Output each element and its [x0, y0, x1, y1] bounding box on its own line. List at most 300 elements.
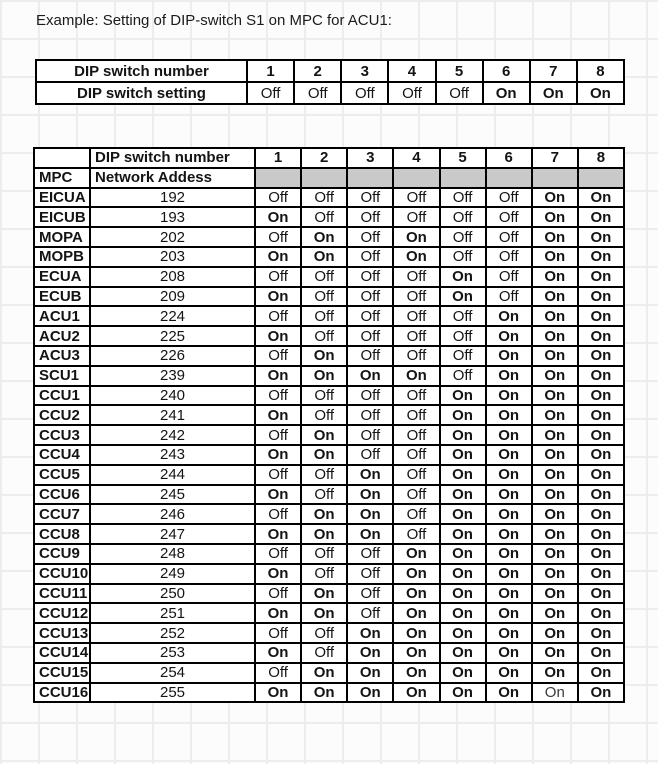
- switch-setting-cell: On: [486, 683, 532, 703]
- switch-setting-cell: On: [255, 366, 301, 386]
- address-cell: 243: [90, 445, 255, 465]
- switch-setting-cell: Off: [393, 346, 439, 366]
- switch-setting-cell: Off: [347, 405, 393, 425]
- switch-setting-cell: On: [532, 267, 578, 287]
- dip-setting-cell: Off: [436, 82, 483, 104]
- switch-setting-cell: Off: [440, 306, 486, 326]
- switch-setting-cell: Off: [393, 326, 439, 346]
- switch-setting-cell: On: [301, 504, 347, 524]
- switch-setting-cell: On: [486, 504, 532, 524]
- switch-setting-cell: Off: [301, 386, 347, 406]
- switch-setting-cell: On: [578, 584, 624, 604]
- switch-setting-cell: On: [532, 207, 578, 227]
- subheader-shaded-cell: [440, 168, 486, 188]
- table-row: [34, 425, 624, 445]
- switch-setting-cell: Off: [255, 504, 301, 524]
- switch-setting-cell: Off: [393, 287, 439, 307]
- mpc-name-cell: CCU7: [34, 504, 90, 524]
- subheader-shaded-cell: [393, 168, 439, 188]
- page-title: Example: Setting of DIP-switch S1 on MPC for ACU1:: [36, 12, 392, 29]
- switch-setting-cell: On: [440, 564, 486, 584]
- switch-setting-cell: On: [486, 386, 532, 406]
- table-row: [34, 287, 624, 307]
- dip-setting-cell: Off: [388, 82, 435, 104]
- subheader-shaded-cell: [532, 168, 578, 188]
- switch-setting-cell: Off: [440, 188, 486, 208]
- mpc-name-cell: ECUB: [34, 287, 90, 307]
- mpc-name-cell: ACU3: [34, 346, 90, 366]
- switch-setting-cell: On: [532, 306, 578, 326]
- switch-setting-cell: On: [393, 603, 439, 623]
- dip-setting-cell: Off: [247, 82, 294, 104]
- example-table-row: [36, 60, 624, 82]
- switch-setting-cell: Off: [347, 188, 393, 208]
- example-table-row: [36, 82, 624, 104]
- switch-setting-cell: On: [440, 405, 486, 425]
- switch-setting-cell: On: [440, 544, 486, 564]
- mpc-name-cell: CCU14: [34, 643, 90, 663]
- switch-setting-cell: On: [393, 366, 439, 386]
- switch-setting-cell: On: [532, 346, 578, 366]
- subheader-shaded-cell: [486, 168, 532, 188]
- table-row: [34, 603, 624, 623]
- table-row: [34, 188, 624, 208]
- mpc-name-cell: CCU1: [34, 386, 90, 406]
- switch-setting-cell: Off: [255, 584, 301, 604]
- table-row: [34, 346, 624, 366]
- dip-number-cell: 3: [341, 60, 388, 82]
- switch-setting-cell: Off: [301, 623, 347, 643]
- table-row: [34, 623, 624, 643]
- switch-setting-cell: Off: [486, 287, 532, 307]
- switch-setting-cell: On: [532, 524, 578, 544]
- switch-setting-cell: Off: [393, 405, 439, 425]
- subheader-shaded-cell: [255, 168, 301, 188]
- table-row: [34, 663, 624, 683]
- address-cell: 246: [90, 504, 255, 524]
- switch-setting-cell: On: [347, 366, 393, 386]
- switch-setting-cell: On: [301, 663, 347, 683]
- address-cell: 250: [90, 584, 255, 604]
- switch-setting-cell: On: [255, 485, 301, 505]
- switch-setting-cell: On: [255, 683, 301, 703]
- switch-setting-cell: Off: [393, 207, 439, 227]
- switch-setting-cell: On: [578, 643, 624, 663]
- switch-setting-cell: On: [532, 227, 578, 247]
- switch-setting-cell: Off: [347, 247, 393, 267]
- switch-setting-cell: On: [440, 287, 486, 307]
- switch-setting-cell: On: [578, 366, 624, 386]
- table-row: [34, 465, 624, 485]
- switch-setting-cell: On: [578, 326, 624, 346]
- mpc-name-cell: CCU8: [34, 524, 90, 544]
- switch-setting-cell: Off: [301, 267, 347, 287]
- address-cell: 202: [90, 227, 255, 247]
- switch-setting-cell: On: [440, 465, 486, 485]
- switch-setting-cell: On: [532, 425, 578, 445]
- dip-number-cell: 7: [530, 60, 577, 82]
- switch-setting-cell: Off: [440, 247, 486, 267]
- switch-setting-cell: On: [578, 405, 624, 425]
- dip-setting-cell: On: [577, 82, 624, 104]
- switch-setting-cell: On: [578, 346, 624, 366]
- address-cell: 252: [90, 623, 255, 643]
- switch-setting-cell: On: [486, 524, 532, 544]
- switch-setting-cell: Off: [486, 267, 532, 287]
- switch-setting-cell: Off: [440, 366, 486, 386]
- switch-setting-cell: On: [532, 663, 578, 683]
- dip-number-cell: 1: [247, 60, 294, 82]
- switch-setting-cell: On: [578, 623, 624, 643]
- switch-setting-cell: Off: [347, 227, 393, 247]
- table-row: [34, 584, 624, 604]
- switch-setting-cell: On: [532, 465, 578, 485]
- switch-setting-cell: On: [440, 445, 486, 465]
- switch-setting-cell: Off: [347, 386, 393, 406]
- switch-setting-cell: Off: [393, 386, 439, 406]
- address-cell: 241: [90, 405, 255, 425]
- switch-setting-cell: On: [578, 504, 624, 524]
- dip-number-cell: 4: [388, 60, 435, 82]
- switch-setting-cell: Off: [347, 306, 393, 326]
- mpc-name-cell: CCU5: [34, 465, 90, 485]
- switch-setting-cell: On: [440, 584, 486, 604]
- switch-setting-cell: Off: [347, 544, 393, 564]
- switch-setting-cell: On: [440, 386, 486, 406]
- switch-setting-cell: On: [486, 425, 532, 445]
- switch-setting-cell: Off: [301, 207, 347, 227]
- address-cell: 226: [90, 346, 255, 366]
- switch-setting-cell: Off: [393, 465, 439, 485]
- switch-setting-cell: Off: [486, 247, 532, 267]
- table-row: [34, 485, 624, 505]
- switch-setting-cell: On: [347, 623, 393, 643]
- switch-setting-cell: On: [255, 247, 301, 267]
- switch-setting-cell: On: [440, 623, 486, 643]
- mpc-name-cell: CCU3: [34, 425, 90, 445]
- dip-example-table: [35, 59, 625, 105]
- switch-setting-cell: Off: [301, 544, 347, 564]
- table-row: [34, 544, 624, 564]
- address-cell: 254: [90, 663, 255, 683]
- switch-setting-cell: On: [255, 603, 301, 623]
- subheader-shaded-cell: [347, 168, 393, 188]
- switch-setting-cell: On: [255, 326, 301, 346]
- switch-setting-cell: On: [532, 247, 578, 267]
- switch-setting-cell: On: [532, 405, 578, 425]
- switch-setting-cell: On: [347, 465, 393, 485]
- switch-setting-cell: On: [486, 405, 532, 425]
- switch-setting-cell: On: [578, 386, 624, 406]
- mpc-name-cell: CCU9: [34, 544, 90, 564]
- switch-setting-cell: On: [532, 366, 578, 386]
- switch-setting-cell: Off: [347, 584, 393, 604]
- switch-setting-cell: On: [393, 584, 439, 604]
- header-dip-switch-number: DIP switch number: [90, 148, 255, 168]
- switch-setting-cell: On: [532, 544, 578, 564]
- address-cell: 253: [90, 643, 255, 663]
- switch-setting-cell: On: [255, 287, 301, 307]
- address-cell: 248: [90, 544, 255, 564]
- switch-setting-cell: On: [532, 386, 578, 406]
- header-switch-number-cell: 6: [486, 148, 532, 168]
- switch-setting-cell: On: [255, 643, 301, 663]
- dip-setting-cell: On: [530, 82, 577, 104]
- switch-setting-cell: Off: [255, 623, 301, 643]
- switch-setting-cell: On: [486, 603, 532, 623]
- dip-setting-cell: On: [483, 82, 530, 104]
- switch-setting-cell: On: [255, 405, 301, 425]
- switch-setting-cell: On: [532, 326, 578, 346]
- switch-setting-cell: On: [486, 306, 532, 326]
- switch-setting-cell: On: [532, 683, 578, 703]
- table-row: [34, 683, 624, 703]
- switch-setting-cell: On: [578, 445, 624, 465]
- mpc-name-cell: ACU2: [34, 326, 90, 346]
- table-row: [34, 366, 624, 386]
- switch-setting-cell: Off: [301, 405, 347, 425]
- switch-setting-cell: On: [578, 683, 624, 703]
- mpc-name-cell: CCU6: [34, 485, 90, 505]
- switch-setting-cell: Off: [255, 465, 301, 485]
- mpc-name-cell: CCU2: [34, 405, 90, 425]
- switch-setting-cell: On: [578, 485, 624, 505]
- table-row: [34, 306, 624, 326]
- switch-setting-cell: On: [347, 663, 393, 683]
- address-cell: 225: [90, 326, 255, 346]
- switch-setting-cell: Off: [255, 188, 301, 208]
- network-address-table: [33, 147, 625, 703]
- switch-setting-cell: On: [393, 227, 439, 247]
- switch-setting-cell: On: [486, 663, 532, 683]
- header-switch-number-cell: 5: [440, 148, 486, 168]
- address-cell: 193: [90, 207, 255, 227]
- switch-setting-cell: On: [532, 643, 578, 663]
- switch-setting-cell: Off: [347, 603, 393, 623]
- switch-setting-cell: On: [578, 564, 624, 584]
- switch-setting-cell: Off: [393, 267, 439, 287]
- switch-setting-cell: On: [578, 425, 624, 445]
- switch-setting-cell: On: [532, 623, 578, 643]
- switch-setting-cell: On: [578, 524, 624, 544]
- switch-setting-cell: On: [578, 227, 624, 247]
- header-switch-number-cell: 1: [255, 148, 301, 168]
- switch-setting-cell: Off: [255, 267, 301, 287]
- table-row: [34, 247, 624, 267]
- mpc-name-cell: MOPA: [34, 227, 90, 247]
- header-switch-number-cell: 8: [578, 148, 624, 168]
- switch-setting-cell: On: [578, 287, 624, 307]
- switch-setting-cell: On: [486, 643, 532, 663]
- switch-setting-cell: On: [440, 643, 486, 663]
- switch-setting-cell: Off: [255, 227, 301, 247]
- switch-setting-cell: Off: [255, 306, 301, 326]
- mpc-name-cell: CCU10: [34, 564, 90, 584]
- switch-setting-cell: On: [440, 425, 486, 445]
- switch-setting-cell: Off: [347, 425, 393, 445]
- switch-setting-cell: On: [440, 504, 486, 524]
- switch-setting-cell: Off: [393, 504, 439, 524]
- switch-setting-cell: On: [486, 584, 532, 604]
- switch-setting-cell: On: [486, 366, 532, 386]
- switch-setting-cell: On: [301, 425, 347, 445]
- switch-setting-cell: On: [255, 207, 301, 227]
- address-cell: 203: [90, 247, 255, 267]
- switch-setting-cell: Off: [393, 306, 439, 326]
- switch-setting-cell: On: [393, 683, 439, 703]
- main-table-subheader-row: [34, 168, 624, 188]
- switch-setting-cell: On: [301, 227, 347, 247]
- switch-setting-cell: On: [486, 346, 532, 366]
- switch-setting-cell: On: [255, 564, 301, 584]
- header-switch-number-cell: 4: [393, 148, 439, 168]
- switch-setting-cell: On: [578, 267, 624, 287]
- switch-setting-cell: On: [532, 584, 578, 604]
- switch-setting-cell: Off: [301, 326, 347, 346]
- table-row: [34, 504, 624, 524]
- switch-setting-cell: On: [486, 544, 532, 564]
- switch-setting-cell: Off: [347, 287, 393, 307]
- switch-setting-cell: On: [301, 346, 347, 366]
- mpc-name-cell: CCU12: [34, 603, 90, 623]
- switch-setting-cell: Off: [347, 326, 393, 346]
- header-empty-cell: [34, 148, 90, 168]
- switch-setting-cell: On: [440, 267, 486, 287]
- dip-setting-cell: Off: [341, 82, 388, 104]
- switch-setting-cell: On: [347, 524, 393, 544]
- address-cell: 251: [90, 603, 255, 623]
- switch-setting-cell: On: [393, 247, 439, 267]
- mpc-name-cell: CCU11: [34, 584, 90, 604]
- switch-setting-cell: On: [301, 247, 347, 267]
- dip-number-cell: 2: [294, 60, 341, 82]
- switch-setting-cell: On: [486, 445, 532, 465]
- example-row-label: DIP switch number: [36, 60, 247, 82]
- mpc-name-cell: EICUA: [34, 188, 90, 208]
- switch-setting-cell: Off: [393, 425, 439, 445]
- table-row: [34, 524, 624, 544]
- switch-setting-cell: Off: [301, 643, 347, 663]
- switch-setting-cell: On: [578, 247, 624, 267]
- header-switch-number-cell: 3: [347, 148, 393, 168]
- mpc-name-cell: CCU16: [34, 683, 90, 703]
- switch-setting-cell: On: [255, 445, 301, 465]
- switch-setting-cell: On: [393, 643, 439, 663]
- switch-setting-cell: On: [301, 445, 347, 465]
- switch-setting-cell: Off: [255, 346, 301, 366]
- switch-setting-cell: On: [532, 564, 578, 584]
- mpc-name-cell: EICUB: [34, 207, 90, 227]
- switch-setting-cell: Off: [301, 188, 347, 208]
- switch-setting-cell: Off: [486, 188, 532, 208]
- switch-setting-cell: Off: [301, 306, 347, 326]
- switch-setting-cell: Off: [301, 485, 347, 505]
- table-row: [34, 643, 624, 663]
- switch-setting-cell: On: [440, 485, 486, 505]
- switch-setting-cell: Off: [255, 663, 301, 683]
- switch-setting-cell: On: [440, 603, 486, 623]
- switch-setting-cell: On: [532, 603, 578, 623]
- dip-setting-cell: Off: [294, 82, 341, 104]
- mpc-name-cell: CCU13: [34, 623, 90, 643]
- switch-setting-cell: Off: [255, 386, 301, 406]
- switch-setting-cell: On: [578, 603, 624, 623]
- switch-setting-cell: Off: [393, 188, 439, 208]
- switch-setting-cell: On: [393, 544, 439, 564]
- switch-setting-cell: On: [578, 207, 624, 227]
- switch-setting-cell: On: [578, 465, 624, 485]
- header-switch-number-cell: 2: [301, 148, 347, 168]
- switch-setting-cell: On: [301, 683, 347, 703]
- main-table-header-row: [34, 148, 624, 168]
- table-row: [34, 564, 624, 584]
- address-cell: 242: [90, 425, 255, 445]
- switch-setting-cell: Off: [440, 326, 486, 346]
- dip-number-cell: 6: [483, 60, 530, 82]
- switch-setting-cell: Off: [347, 267, 393, 287]
- switch-setting-cell: On: [486, 485, 532, 505]
- switch-setting-cell: Off: [301, 564, 347, 584]
- switch-setting-cell: Off: [440, 346, 486, 366]
- switch-setting-cell: On: [440, 524, 486, 544]
- switch-setting-cell: On: [301, 524, 347, 544]
- dip-number-cell: 8: [577, 60, 624, 82]
- switch-setting-cell: On: [486, 623, 532, 643]
- switch-setting-cell: On: [301, 584, 347, 604]
- switch-setting-cell: On: [301, 603, 347, 623]
- table-row: [34, 326, 624, 346]
- switch-setting-cell: On: [486, 465, 532, 485]
- table-row: [34, 227, 624, 247]
- subheader-shaded-cell: [301, 168, 347, 188]
- switch-setting-cell: On: [532, 445, 578, 465]
- switch-setting-cell: On: [578, 188, 624, 208]
- switch-setting-cell: On: [532, 485, 578, 505]
- switch-setting-cell: On: [440, 663, 486, 683]
- table-row: [34, 267, 624, 287]
- address-cell: 240: [90, 386, 255, 406]
- switch-setting-cell: Off: [255, 425, 301, 445]
- switch-setting-cell: On: [255, 524, 301, 544]
- switch-setting-cell: Off: [486, 207, 532, 227]
- mpc-name-cell: ACU1: [34, 306, 90, 326]
- switch-setting-cell: On: [486, 564, 532, 584]
- subheader-shaded-cell: [578, 168, 624, 188]
- address-cell: 209: [90, 287, 255, 307]
- address-cell: 192: [90, 188, 255, 208]
- subheader-network-address-label: Network Addess: [90, 168, 255, 188]
- table-row: [34, 207, 624, 227]
- subheader-mpc-label: MPC: [34, 168, 90, 188]
- switch-setting-cell: Off: [347, 564, 393, 584]
- switch-setting-cell: Off: [393, 485, 439, 505]
- address-cell: 239: [90, 366, 255, 386]
- switch-setting-cell: Off: [486, 227, 532, 247]
- switch-setting-cell: On: [578, 544, 624, 564]
- switch-setting-cell: On: [347, 643, 393, 663]
- switch-setting-cell: On: [347, 485, 393, 505]
- switch-setting-cell: Off: [393, 445, 439, 465]
- header-switch-number-cell: 7: [532, 148, 578, 168]
- address-cell: 255: [90, 683, 255, 703]
- switch-setting-cell: On: [440, 683, 486, 703]
- switch-setting-cell: Off: [440, 207, 486, 227]
- address-cell: 245: [90, 485, 255, 505]
- mpc-name-cell: SCU1: [34, 366, 90, 386]
- switch-setting-cell: Off: [440, 227, 486, 247]
- dip-number-cell: 5: [436, 60, 483, 82]
- switch-setting-cell: Off: [347, 346, 393, 366]
